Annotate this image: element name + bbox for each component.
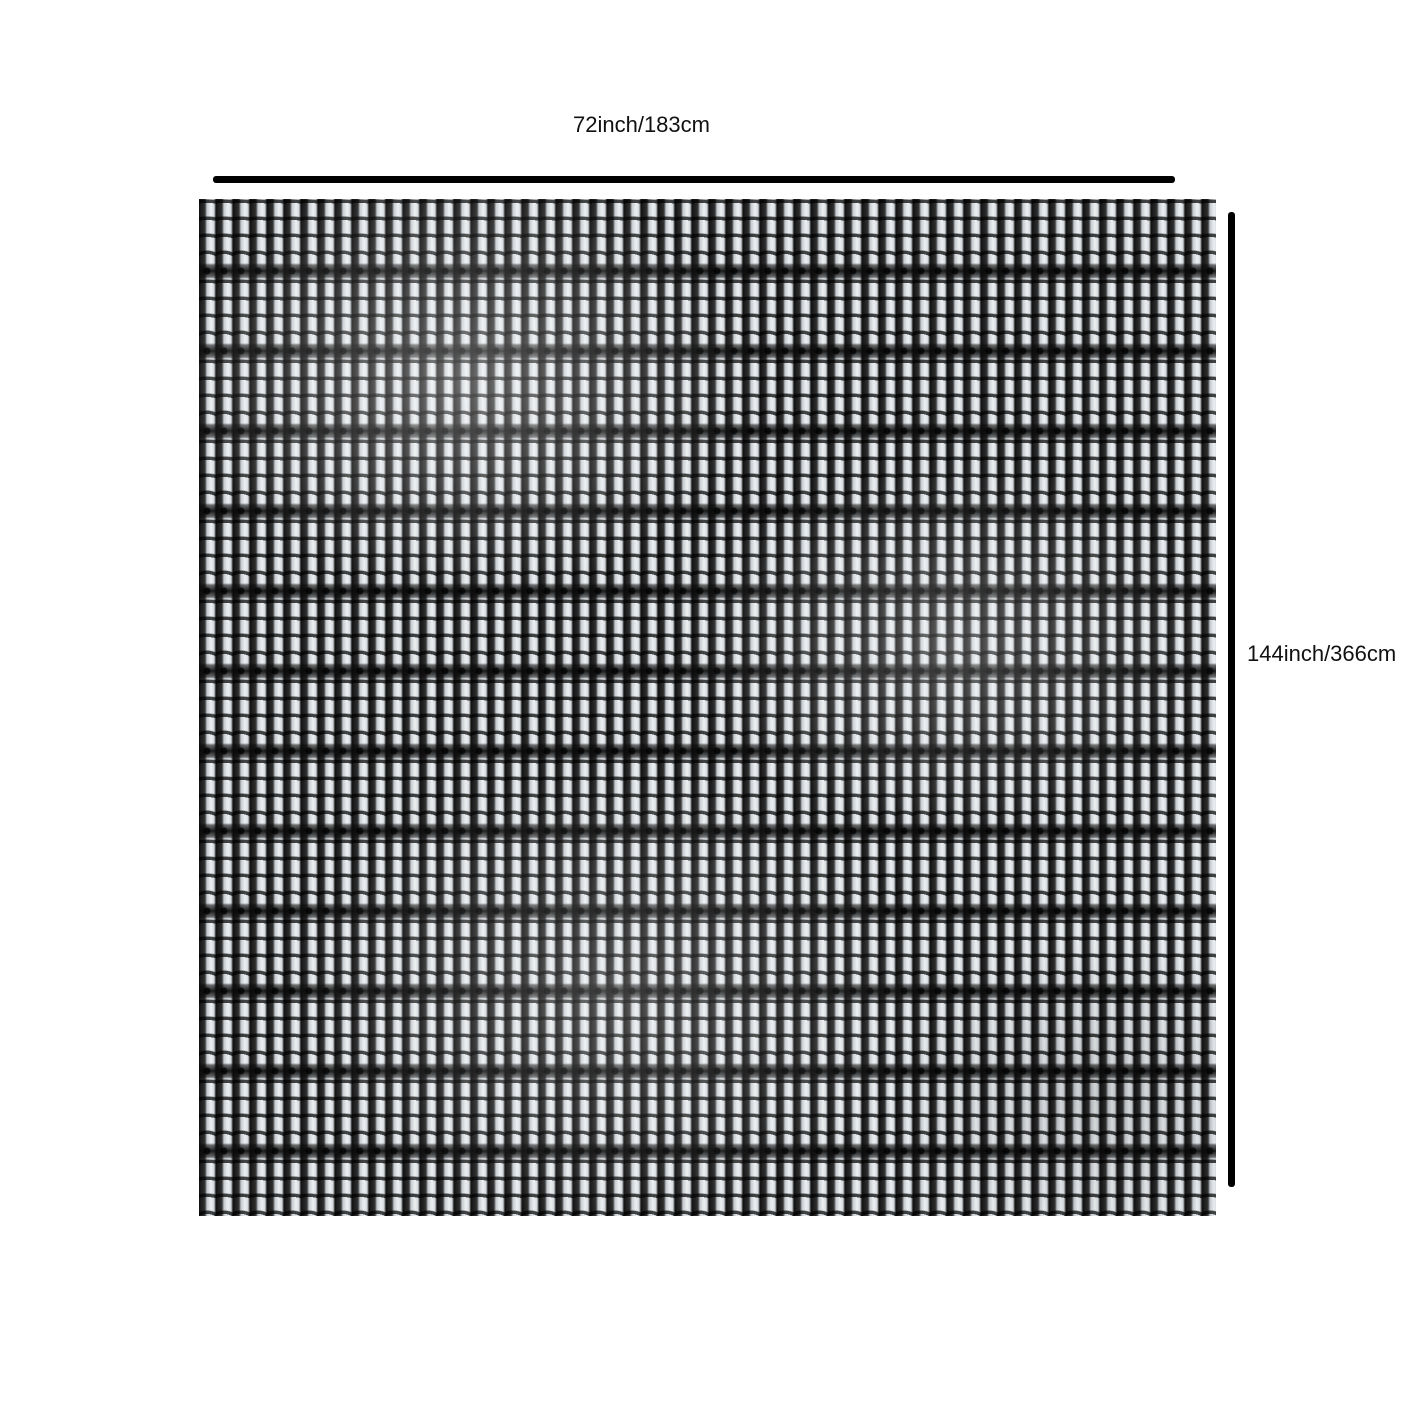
width-dimension-label: 72inch/183cm [573, 112, 710, 137]
height-dimension-label: 144inch/366cm [1247, 641, 1397, 666]
mesh-knot-texture [199, 199, 1216, 1216]
shade-cloth-swatch [199, 199, 1216, 1216]
height-dimension-line [1228, 212, 1235, 1187]
width-dimension-line [213, 176, 1175, 183]
